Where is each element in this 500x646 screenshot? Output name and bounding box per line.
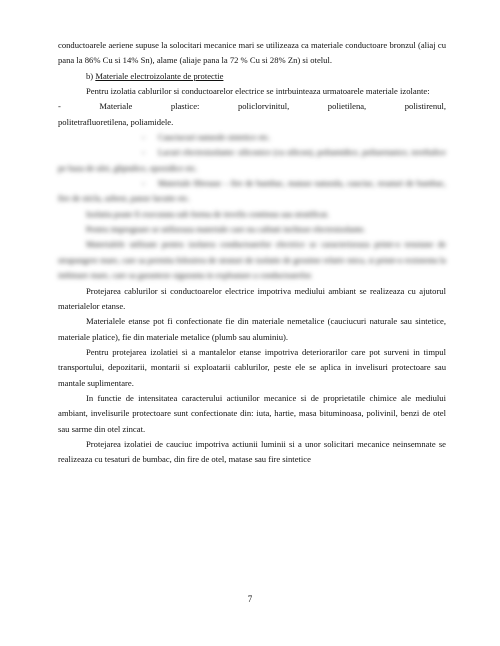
- bullet-word: plastice:: [170, 101, 200, 112]
- bullet-word: polistirenul,: [404, 101, 446, 112]
- bullet-word: policlorvinitul,: [237, 101, 290, 112]
- bullet-dash: -: [58, 101, 61, 112]
- bullet-lacquers: - Lacuri electroizolante: siliconice (cu silicon), poliamidice, poliuretanice, tereftalice pe baza de ulei, gliptalice, epoxidice etc.: [58, 147, 446, 173]
- paragraph-insulation-intro: Pentru izolatia cablurilor si conductoarelor electrice se intrbuinteaza urmatoarele materiale izolante:: [86, 86, 430, 97]
- bullet-word: polietilena,: [327, 101, 367, 112]
- paragraph-protective-sheaths: Pentru protejarea izolatiei si a mantalelor etanse impotriva deteriorarilor care pot surveni in timpul transportului, depozitarii, montarii si exploatarii cablurilor, peste ele se aplica in invelisuri protectoare sau mantale suplimentare.: [58, 346, 446, 388]
- bullet-fibers-text: Materiale fibroase – fire de bumbac, matase naturala, cauciuc, tesaturi de bumbac, fire de sticla, azbest, panze lacuite etc.: [58, 178, 446, 204]
- bullet-rubber: - Cauciucuri naturale sintetice etc.: [142, 132, 271, 143]
- bullet-lacquers-text: Lacuri electroizolante: siliconice (cu silicon), poliamidice, poliuretanice, tereftalice pe baza de ulei, gliptalice, epoxidice etc.: [58, 147, 446, 173]
- section-heading-prefix: b): [86, 70, 96, 81]
- document-page: [58, 38, 446, 468]
- bullet-word: Materiale: [99, 101, 133, 112]
- bullet-rubber-text: Cauciucuri naturale sintetice etc.: [158, 132, 271, 143]
- bullet-fibers: - Materiale fibroase – fire de bumbac, matase naturala, cauciuc, tesaturi de bumbac, fire de sticla, azbest, panze lacuite etc.: [58, 178, 446, 204]
- paragraph-blurred-a: Izolatia poate fi executata sub forma de invelis continuu sau stratificat.: [86, 208, 330, 219]
- section-heading-text: Materiale electroizolante de protectie: [95, 70, 224, 81]
- page-number: 7: [247, 594, 253, 604]
- paragraph-blurred-b: Pentru impregnare se utilizeaza materiale care nu calitati inchisor electroizolante.: [86, 224, 366, 235]
- paragraph-mechanical-actions: In functie de intensitatea caracterului actiunilor mecanice si de proprietatile chimice ale mediului ambiant, invelisurile protectoare sunt confectionate din: iuta, hartie, masa bituminoasa, polivinil, benzi de otel sau sarme din otel zincat.: [58, 392, 446, 434]
- paragraph-sealing-materials: Materialele etanse pot fi confectionate fie din materiale nemetalice (cauciucuri naturale sau sintetice, materiale platice), fie din materiale metalice (plumb sau aluminiu).: [58, 316, 446, 342]
- blurred-region: [58, 130, 446, 283]
- bullet-plastics: [58, 99, 446, 114]
- paragraph-rubber-protection: Protejarea izolatiei de cauciuc impotriva actiunii luminii si a unor solicitari mecanice neinsemnate se realizeaza cu tesaturi de bumbac, din fire de otel, matase sau fire sintetice: [58, 438, 446, 465]
- bullet-plastics-continuation: politetrafluoretilena, poliamidele.: [58, 116, 174, 127]
- paragraph-conductors: conductoarele aeriene supuse la solocitari mecanice mari se utilizeaza ca materiale conductoare bronzul (aliaj cu pana la 86% Cu si 14% Sn), alame (aliaje pana la 72 % Cu si 28% Zn) si otelul.: [58, 40, 446, 66]
- paragraph-environment-protection: Protejarea cablurilor si conductoarelor electrice impotriva mediului ambiant se realizeaza cu ajutorul materialelor etanse.: [58, 285, 446, 311]
- section-heading: [58, 69, 446, 84]
- paragraph-blurred-c: Materialele utilizate pentru izolarea conductoarelor electrice se caracterizeaza printr-o tensiune de strapungere mare, care sa permita folosirea de straturi de izolatie de grosime relativ mica, si printr-o rezistenta la imbinare mare, care sa garanteze siguranta in exploatare a conductoarelor.: [58, 239, 446, 281]
